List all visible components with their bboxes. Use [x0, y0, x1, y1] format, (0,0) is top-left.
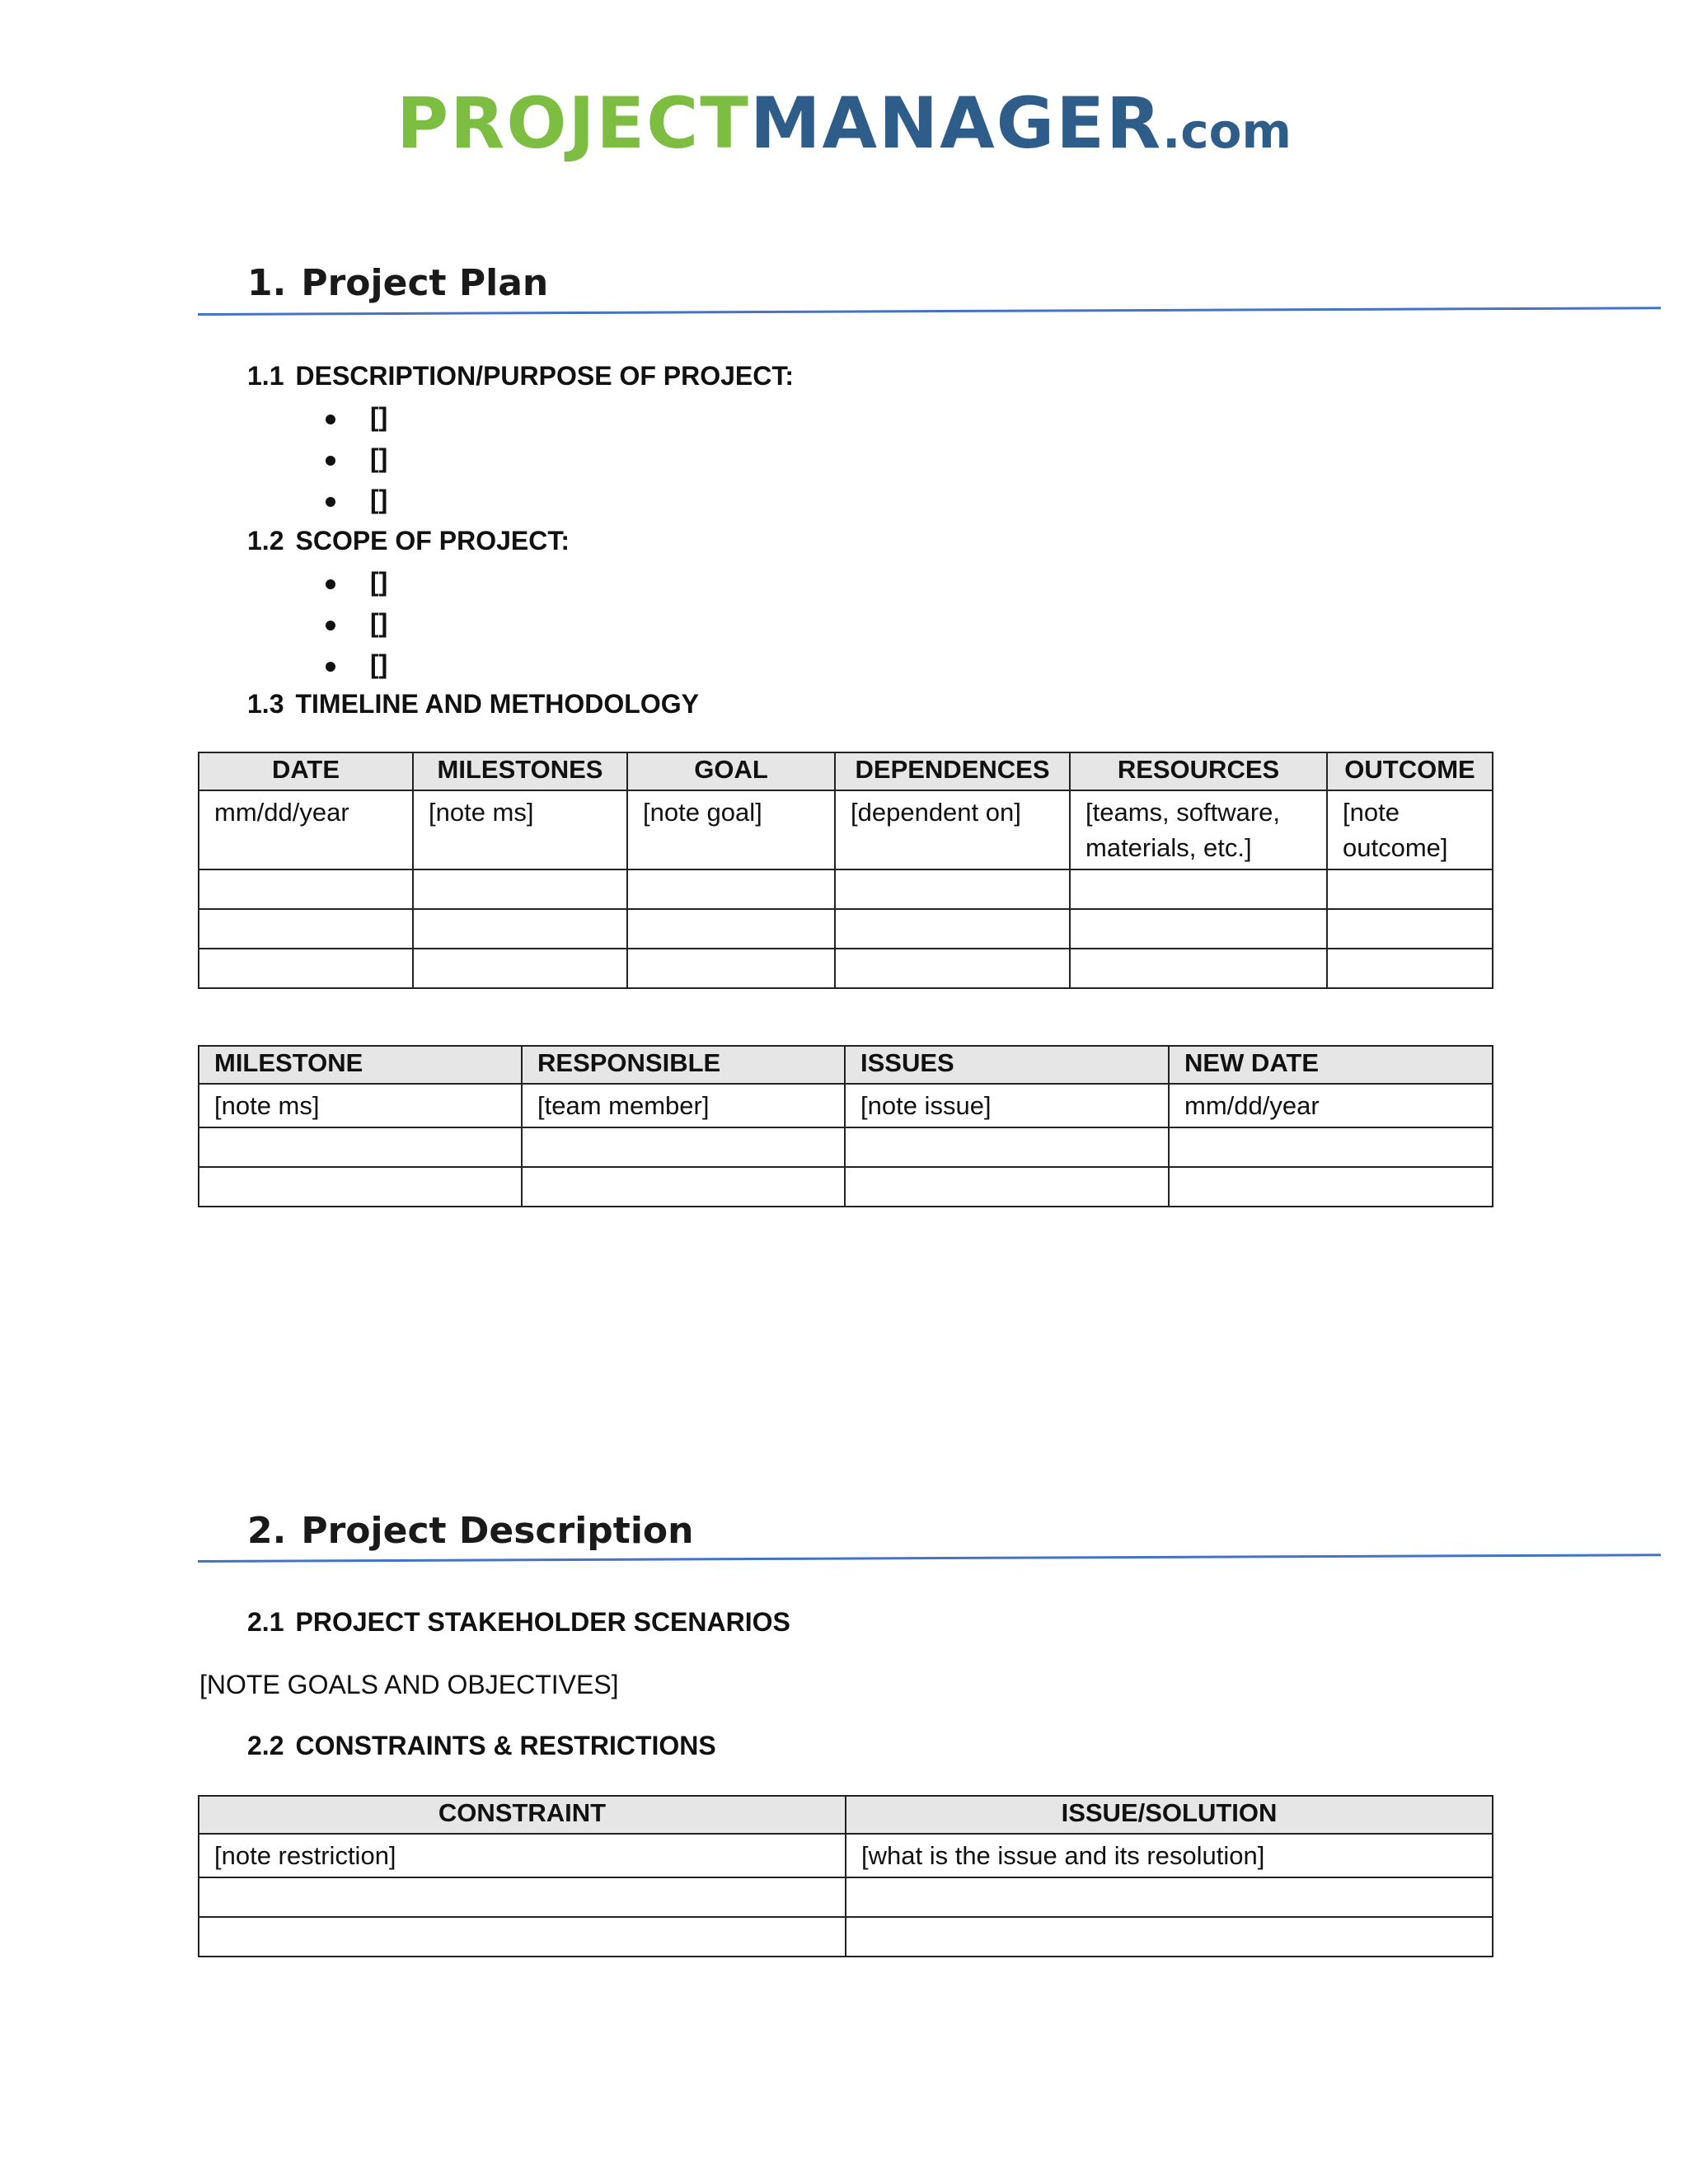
- constraints-table: [198, 1795, 1493, 1957]
- table-header-row: [199, 752, 1493, 790]
- table-row: [199, 1877, 1493, 1917]
- column-header: ISSUES: [845, 1046, 1169, 1084]
- table-cell[interactable]: [team member]: [522, 1084, 845, 1127]
- table-cell[interactable]: [teams, software, materials, etc.]: [1070, 790, 1327, 869]
- section-2-number: 2.: [247, 1510, 287, 1552]
- table-cell[interactable]: [note issue]: [845, 1084, 1169, 1127]
- table-cell[interactable]: [1070, 949, 1327, 988]
- subsection-1-1-heading: [247, 361, 794, 391]
- section-2-title: Project Description: [301, 1510, 694, 1552]
- bullet-text: []: [370, 443, 388, 473]
- table-cell[interactable]: [note ms]: [413, 790, 627, 869]
- table-cell[interactable]: [627, 869, 835, 909]
- table-row: [199, 1084, 1493, 1127]
- bullet-dot-icon: [326, 579, 335, 589]
- table-cell[interactable]: [199, 869, 413, 909]
- subsection-title: TIMELINE AND METHODOLOGY: [295, 689, 699, 719]
- subsection-title: PROJECT STAKEHOLDER SCENARIOS: [295, 1607, 790, 1637]
- projectmanager-logo: [0, 82, 1688, 165]
- table-cell[interactable]: [845, 1127, 1169, 1167]
- table-cell[interactable]: [1327, 949, 1493, 988]
- bullet-dot-icon: [326, 497, 335, 507]
- table-cell[interactable]: [1327, 869, 1493, 909]
- table-cell[interactable]: [413, 909, 627, 949]
- bullet-dot-icon: [326, 621, 335, 630]
- column-header: RESPONSIBLE: [522, 1046, 845, 1084]
- section-1-title: Project Plan: [301, 262, 549, 304]
- table-header-row: [199, 1046, 1493, 1084]
- column-header: MILESTONE: [199, 1046, 522, 1084]
- bullet-text: []: [370, 485, 388, 514]
- table-cell[interactable]: [note goal]: [627, 790, 835, 869]
- subsection-2-1-heading: [247, 1607, 790, 1638]
- table-cell[interactable]: [1169, 1167, 1493, 1207]
- subsection-number: 1.3: [247, 689, 284, 719]
- table-row: [199, 869, 1493, 909]
- table-cell[interactable]: [note restriction]: [199, 1834, 846, 1877]
- subsection-number: 2.2: [247, 1731, 284, 1760]
- table-cell[interactable]: [835, 909, 1070, 949]
- table-cell[interactable]: [199, 1917, 846, 1957]
- bullet-dot-icon: [326, 456, 335, 466]
- table-cell[interactable]: [846, 1917, 1493, 1957]
- subsection-number: 1.2: [247, 526, 284, 555]
- subsection-title: SCOPE OF PROJECT:: [295, 526, 570, 555]
- column-header: NEW DATE: [1169, 1046, 1493, 1084]
- bullet-item: [326, 567, 387, 598]
- logo-part-project: PROJECT: [396, 82, 750, 165]
- table-cell[interactable]: [835, 949, 1070, 988]
- section-1-rule: [198, 307, 1661, 316]
- table-cell[interactable]: [413, 869, 627, 909]
- table-cell[interactable]: mm/dd/year: [1169, 1084, 1493, 1127]
- table-cell[interactable]: [199, 909, 413, 949]
- logo-part-com: .com: [1162, 103, 1292, 159]
- table-cell[interactable]: [835, 869, 1070, 909]
- table-cell[interactable]: [522, 1127, 845, 1167]
- bullet-text: []: [370, 402, 388, 432]
- bullet-item: [326, 443, 387, 474]
- table-cell[interactable]: [199, 1167, 522, 1207]
- table-cell[interactable]: [note ms]: [199, 1084, 522, 1127]
- bullet-item: [326, 649, 387, 680]
- column-header: GOAL: [627, 752, 835, 790]
- table-cell[interactable]: [what is the issue and its resolution]: [846, 1834, 1493, 1877]
- table-row: [199, 909, 1493, 949]
- column-header: MILESTONES: [413, 752, 627, 790]
- table-cell[interactable]: [1070, 869, 1327, 909]
- table-cell[interactable]: [627, 949, 835, 988]
- table-row: [199, 949, 1493, 988]
- milestone-table: [198, 1045, 1493, 1207]
- bullet-item: [326, 608, 387, 639]
- column-header: RESOURCES: [1070, 752, 1327, 790]
- table-row: [199, 1834, 1493, 1877]
- table-row: [199, 1917, 1493, 1957]
- table-cell[interactable]: [627, 909, 835, 949]
- table-cell[interactable]: [note outcome]: [1327, 790, 1493, 869]
- table-cell[interactable]: [522, 1167, 845, 1207]
- table-cell[interactable]: [199, 1127, 522, 1167]
- subsection-number: 1.1: [247, 361, 284, 391]
- table-cell[interactable]: [845, 1167, 1169, 1207]
- bullet-text: []: [370, 608, 388, 638]
- column-header: ISSUE/SOLUTION: [846, 1796, 1493, 1834]
- section-2-rule: [198, 1554, 1661, 1563]
- table-cell[interactable]: mm/dd/year: [199, 790, 413, 869]
- table-row: [199, 1127, 1493, 1167]
- section-1-heading: [247, 262, 548, 304]
- subsection-2-2-heading: [247, 1731, 716, 1761]
- bullet-dot-icon: [326, 415, 335, 424]
- section-2-heading: [247, 1510, 693, 1552]
- table-cell[interactable]: [1169, 1127, 1493, 1167]
- subsection-title: CONSTRAINTS & RESTRICTIONS: [295, 1731, 716, 1760]
- table-cell[interactable]: [199, 949, 413, 988]
- table-cell[interactable]: [1070, 909, 1327, 949]
- column-header: OUTCOME: [1327, 752, 1493, 790]
- column-header: CONSTRAINT: [199, 1796, 846, 1834]
- logo-part-manager: MANAGER: [749, 82, 1163, 165]
- column-header: DATE: [199, 752, 413, 790]
- table-header-row: [199, 1796, 1493, 1834]
- timeline-table: [198, 752, 1493, 989]
- bullet-text: []: [370, 649, 388, 679]
- table-cell[interactable]: [dependent on]: [835, 790, 1070, 869]
- subsection-1-2-heading: [247, 526, 570, 556]
- bullet-item: [326, 485, 387, 515]
- subsection-number: 2.1: [247, 1607, 284, 1637]
- subsection-title: DESCRIPTION/PURPOSE OF PROJECT:: [295, 361, 795, 391]
- subsection-1-3-heading: [247, 689, 699, 719]
- column-header: DEPENDENCES: [835, 752, 1070, 790]
- bullet-dot-icon: [326, 662, 335, 672]
- table-cell[interactable]: [1327, 909, 1493, 949]
- goals-objectives-note: [NOTE GOALS AND OBJECTIVES]: [199, 1670, 619, 1699]
- bullet-item: [326, 402, 387, 433]
- section-1-number: 1.: [247, 262, 287, 304]
- bullet-text: []: [370, 567, 388, 597]
- table-row: [199, 1167, 1493, 1207]
- table-cell[interactable]: [199, 1877, 846, 1917]
- table-cell[interactable]: [413, 949, 627, 988]
- table-row: [199, 790, 1493, 869]
- table-cell[interactable]: [846, 1877, 1493, 1917]
